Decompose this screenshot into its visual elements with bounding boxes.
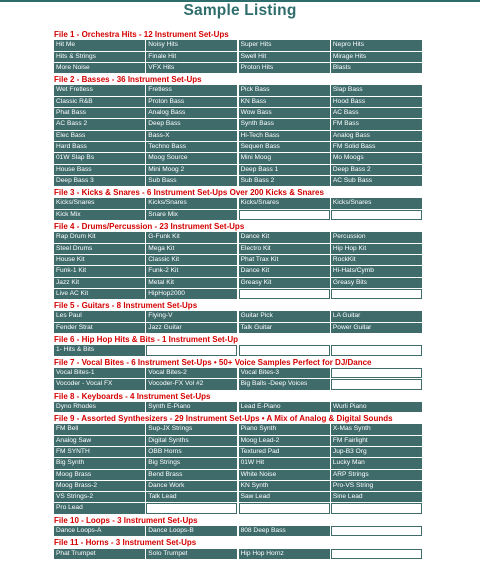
section-heading: File 4 - Drums/Percussion - 23 Instrument Set-Ups <box>54 222 245 232</box>
instrument-cell: LA Guitar <box>331 311 422 321</box>
instrument-cell: 1- Hits & Bits <box>54 345 145 355</box>
instrument-cell: Les Paul <box>54 311 145 321</box>
instrument-cell: KN Synth <box>239 481 330 491</box>
instrument-cell: Mo Moogs <box>331 153 422 163</box>
instrument-cell: Mini Moog <box>239 153 330 163</box>
instrument-cell: Deep Bass 1 <box>239 165 330 175</box>
instrument-cell: Techno Bass <box>146 142 237 152</box>
page-title: Sample Listing <box>183 2 297 19</box>
instrument-cell: Fender Strat <box>54 323 145 333</box>
instrument-cell: Pick Bass <box>239 85 330 95</box>
instrument-cell: Rap Drum Kit <box>54 232 145 242</box>
instrument-cell: Phat Trax Kit <box>239 255 330 265</box>
instrument-cell: VFX Hits <box>146 63 237 73</box>
instrument-cell: Electro Kit <box>239 244 330 254</box>
instrument-cell: FM Bell <box>54 424 145 434</box>
instrument-cell: Greasy Kit <box>239 278 330 288</box>
file-section <box>54 187 424 221</box>
empty-cell <box>331 345 422 355</box>
instrument-cell: Digital Synths <box>146 436 237 446</box>
instrument-cell: Proton Hits <box>239 63 330 73</box>
instrument-cell: Elec Bass <box>54 131 145 141</box>
empty-cell <box>239 210 330 220</box>
instrument-cell: OBB Horns <box>146 447 237 457</box>
instrument-cell: Solo Trumpet <box>146 549 237 559</box>
instrument-cell: FM Bass <box>331 119 422 129</box>
file-section <box>54 74 424 187</box>
file-section <box>54 300 424 334</box>
instrument-cell: Piano Synth <box>239 424 330 434</box>
instrument-cell: Jazz Kit <box>54 278 145 288</box>
instrument-cell: Dyno Rhodes <box>54 402 145 412</box>
instrument-cell: Jazz Guitar <box>146 323 237 333</box>
section-heading: File 3 - Kicks & Snares - 6 Instrument Set-Ups Over 200 Kicks & Snares <box>54 188 324 198</box>
instrument-cell: Steel Drums <box>54 244 145 254</box>
instrument-cell: Pro-VS String <box>331 481 422 491</box>
instrument-cell: Moog Brass-2 <box>54 481 145 491</box>
instrument-cell: Hits & Strings <box>54 52 145 62</box>
section-heading: File 8 - Keyboards - 4 Instrument Set-Ups <box>54 391 211 401</box>
instrument-cell: Hi-Hats/Cymb <box>331 266 422 276</box>
instrument-cell: Kick Mix <box>54 210 145 220</box>
file-section <box>54 537 424 560</box>
empty-cell <box>331 526 422 536</box>
instrument-grid <box>54 198 424 221</box>
instrument-cell: AC Bass 2 <box>54 119 145 129</box>
instrument-grid <box>54 402 424 413</box>
empty-cell <box>239 503 330 513</box>
instrument-cell: Vocal Bites-2 <box>146 368 237 378</box>
instrument-cell: Hip Hop Hornz <box>239 549 330 559</box>
instrument-grid <box>54 85 424 187</box>
instrument-cell: X-Mas Synth <box>331 424 422 434</box>
instrument-cell: Phat Trumpet <box>54 549 145 559</box>
section-heading: File 10 - Loops - 3 Instrument Set-Ups <box>54 515 198 525</box>
instrument-grid <box>54 40 424 74</box>
instrument-grid <box>54 549 424 560</box>
instrument-cell: Mirage Hits <box>331 52 422 62</box>
instrument-cell: Mega Kit <box>146 244 237 254</box>
instrument-cell: Vocoder-FX Vol #2 <box>146 379 237 389</box>
instrument-cell: Blasts <box>331 63 422 73</box>
instrument-cell: Classic R&B <box>54 97 145 107</box>
instrument-cell: Swell Hit <box>239 52 330 62</box>
instrument-cell: Synth Bass <box>239 119 330 129</box>
instrument-cell: Vocal Bites-3 <box>239 368 330 378</box>
instrument-cell: Analog Bass <box>331 131 422 141</box>
instrument-cell: Hi-Tech Bass <box>239 131 330 141</box>
instrument-grid <box>54 345 424 356</box>
instrument-cell: Hood Bass <box>331 97 422 107</box>
instrument-cell: Kicks/Snares <box>239 198 330 208</box>
instrument-cell: Dance Loops-A <box>54 526 145 536</box>
instrument-cell: Moog Source <box>146 153 237 163</box>
instrument-cell: Big Synth <box>54 458 145 468</box>
instrument-cell: Kicks/Snares <box>54 198 145 208</box>
instrument-cell: Funk-2 Kit <box>146 266 237 276</box>
instrument-cell: RockKit <box>331 255 422 265</box>
empty-cell <box>331 289 422 299</box>
instrument-cell: Sub Bass <box>146 176 237 186</box>
instrument-cell: Talk Lead <box>146 492 237 502</box>
instrument-cell: Analog Bass <box>146 108 237 118</box>
file-section <box>54 515 424 538</box>
empty-cell <box>146 345 237 355</box>
instrument-cell: 01W Slap Bs <box>54 153 145 163</box>
file-section <box>54 391 424 414</box>
file-section <box>54 221 424 300</box>
instrument-cell: Dance Kit <box>239 266 330 276</box>
empty-cell <box>331 368 422 378</box>
instrument-cell: AC Bass <box>331 108 422 118</box>
instrument-cell: Dance Kit <box>239 232 330 242</box>
empty-cell <box>146 503 237 513</box>
instrument-cell: Classic Kit <box>146 255 237 265</box>
instrument-cell: Hard Bass <box>54 142 145 152</box>
empty-cell <box>331 210 422 220</box>
instrument-cell: HipHop2000 <box>146 289 237 299</box>
instrument-cell: Moog Lead-2 <box>239 436 330 446</box>
instrument-cell: Guitar Pick <box>239 311 330 321</box>
instrument-cell: Textured Pad <box>239 447 330 457</box>
instrument-cell: Talk Guitar <box>239 323 330 333</box>
section-heading: File 9 - Assorted Synthesizers - 29 Instrument Set-Ups • A Mix of Analog & Digital Sounds <box>54 414 393 424</box>
instrument-cell: Kicks/Snares <box>146 198 237 208</box>
sample-listing-content <box>54 29 424 560</box>
instrument-cell: Deep Bass 3 <box>54 176 145 186</box>
empty-cell <box>331 379 422 389</box>
section-heading: File 1 - Orchestra Hits - 12 Instrument Set-Ups <box>54 30 229 39</box>
instrument-cell: FM Solid Bass <box>331 142 422 152</box>
instrument-grid <box>54 526 424 537</box>
file-section <box>54 334 424 357</box>
section-heading: File 5 - Guitars - 8 Instrument Set-Ups <box>54 301 198 311</box>
instrument-cell: Dance Loops-B <box>146 526 237 536</box>
instrument-cell: Bass-X <box>146 131 237 141</box>
instrument-cell: Nepro Hits <box>331 40 422 50</box>
instrument-cell: Vocoder - Vocal FX <box>54 379 145 389</box>
empty-cell <box>239 345 330 355</box>
instrument-cell: ARP Strings <box>331 470 422 480</box>
instrument-cell: Pro Lead <box>54 503 145 513</box>
instrument-grid <box>54 232 424 300</box>
instrument-cell: Saw Lead <box>239 492 330 502</box>
instrument-cell: Mini Moog 2 <box>146 165 237 175</box>
instrument-cell: Vocal Bites-1 <box>54 368 145 378</box>
instrument-cell: Bend Brass <box>146 470 237 480</box>
instrument-cell: Hip Hop Kit <box>331 244 422 254</box>
instrument-cell: Slap Bass <box>331 85 422 95</box>
empty-cell <box>239 289 330 299</box>
instrument-cell: Hit Me <box>54 40 145 50</box>
instrument-cell: Big Strings <box>146 458 237 468</box>
instrument-cell: Power Guitar <box>331 323 422 333</box>
instrument-grid <box>54 424 424 514</box>
instrument-cell: AC Sub Bass <box>331 176 422 186</box>
instrument-cell: Sequen Bass <box>239 142 330 152</box>
instrument-cell: Moog Brass <box>54 470 145 480</box>
instrument-cell: Lead E-Piano <box>239 402 330 412</box>
instrument-cell: Analog Saw <box>54 436 145 446</box>
instrument-cell: House Kit <box>54 255 145 265</box>
empty-cell <box>331 549 422 559</box>
instrument-grid <box>54 368 424 391</box>
instrument-cell: Greasy Bits <box>331 278 422 288</box>
instrument-cell: Deep Bass 2 <box>331 165 422 175</box>
instrument-cell: Proton Bass <box>146 97 237 107</box>
instrument-cell: Big Balls -Deep Voices <box>239 379 330 389</box>
instrument-cell: Finale Hit <box>146 52 237 62</box>
instrument-cell: Wow Bass <box>239 108 330 118</box>
instrument-cell: Snare Mix <box>146 210 237 220</box>
file-section <box>54 413 424 515</box>
instrument-cell: Super Hits <box>239 40 330 50</box>
instrument-cell: Dance Work <box>146 481 237 491</box>
instrument-cell: More Noise <box>54 63 145 73</box>
file-section <box>54 357 424 391</box>
empty-cell <box>331 503 422 513</box>
instrument-cell: Percussion <box>331 232 422 242</box>
instrument-cell: 01W Hit <box>239 458 330 468</box>
instrument-cell: Sub Bass 2 <box>239 176 330 186</box>
instrument-cell: G-Funk Kit <box>146 232 237 242</box>
instrument-cell: FM Fairlight <box>331 436 422 446</box>
instrument-cell: FM SYNTH <box>54 447 145 457</box>
section-heading: File 7 - Vocal Bites - 6 Instrument Set-Ups • 50+ Voice Samples Perfect for DJ/Dance <box>54 357 372 367</box>
instrument-cell: White Noise <box>239 470 330 480</box>
instrument-cell: Sine Lead <box>331 492 422 502</box>
instrument-cell: KN Bass <box>239 97 330 107</box>
instrument-cell: Live AC Kit <box>54 289 145 299</box>
instrument-cell: Lucky Man <box>331 458 422 468</box>
instrument-cell: Funk-1 Kit <box>54 266 145 276</box>
instrument-cell: 808 Deep Bass <box>239 526 330 536</box>
instrument-cell: Fretless <box>146 85 237 95</box>
instrument-cell: House Bass <box>54 165 145 175</box>
section-heading: File 2 - Basses - 36 Instrument Set-Ups <box>54 75 202 85</box>
instrument-cell: Sup-JX Strings <box>146 424 237 434</box>
instrument-cell: Deep Bass <box>146 119 237 129</box>
instrument-cell: VS Strings-2 <box>54 492 145 502</box>
instrument-cell: Metal Kit <box>146 278 237 288</box>
instrument-cell: Jup-B3 Org <box>331 447 422 457</box>
instrument-grid <box>54 311 424 334</box>
instrument-cell: Noisy Hits <box>146 40 237 50</box>
section-heading: File 11 - Horns - 3 Instrument Set-Ups <box>54 538 197 548</box>
instrument-cell: Phat Bass <box>54 108 145 118</box>
instrument-cell: Synth E-Piano <box>146 402 237 412</box>
section-heading: File 6 - Hip Hop Hits & Bits - 1 Instrument Set-Up <box>54 335 239 345</box>
instrument-cell: Wet Fretless <box>54 85 145 95</box>
instrument-cell: Wurli Piano <box>331 402 422 412</box>
instrument-cell: Flying-V <box>146 311 237 321</box>
file-section <box>54 29 424 74</box>
instrument-cell: Kicks/Snares <box>331 198 422 208</box>
